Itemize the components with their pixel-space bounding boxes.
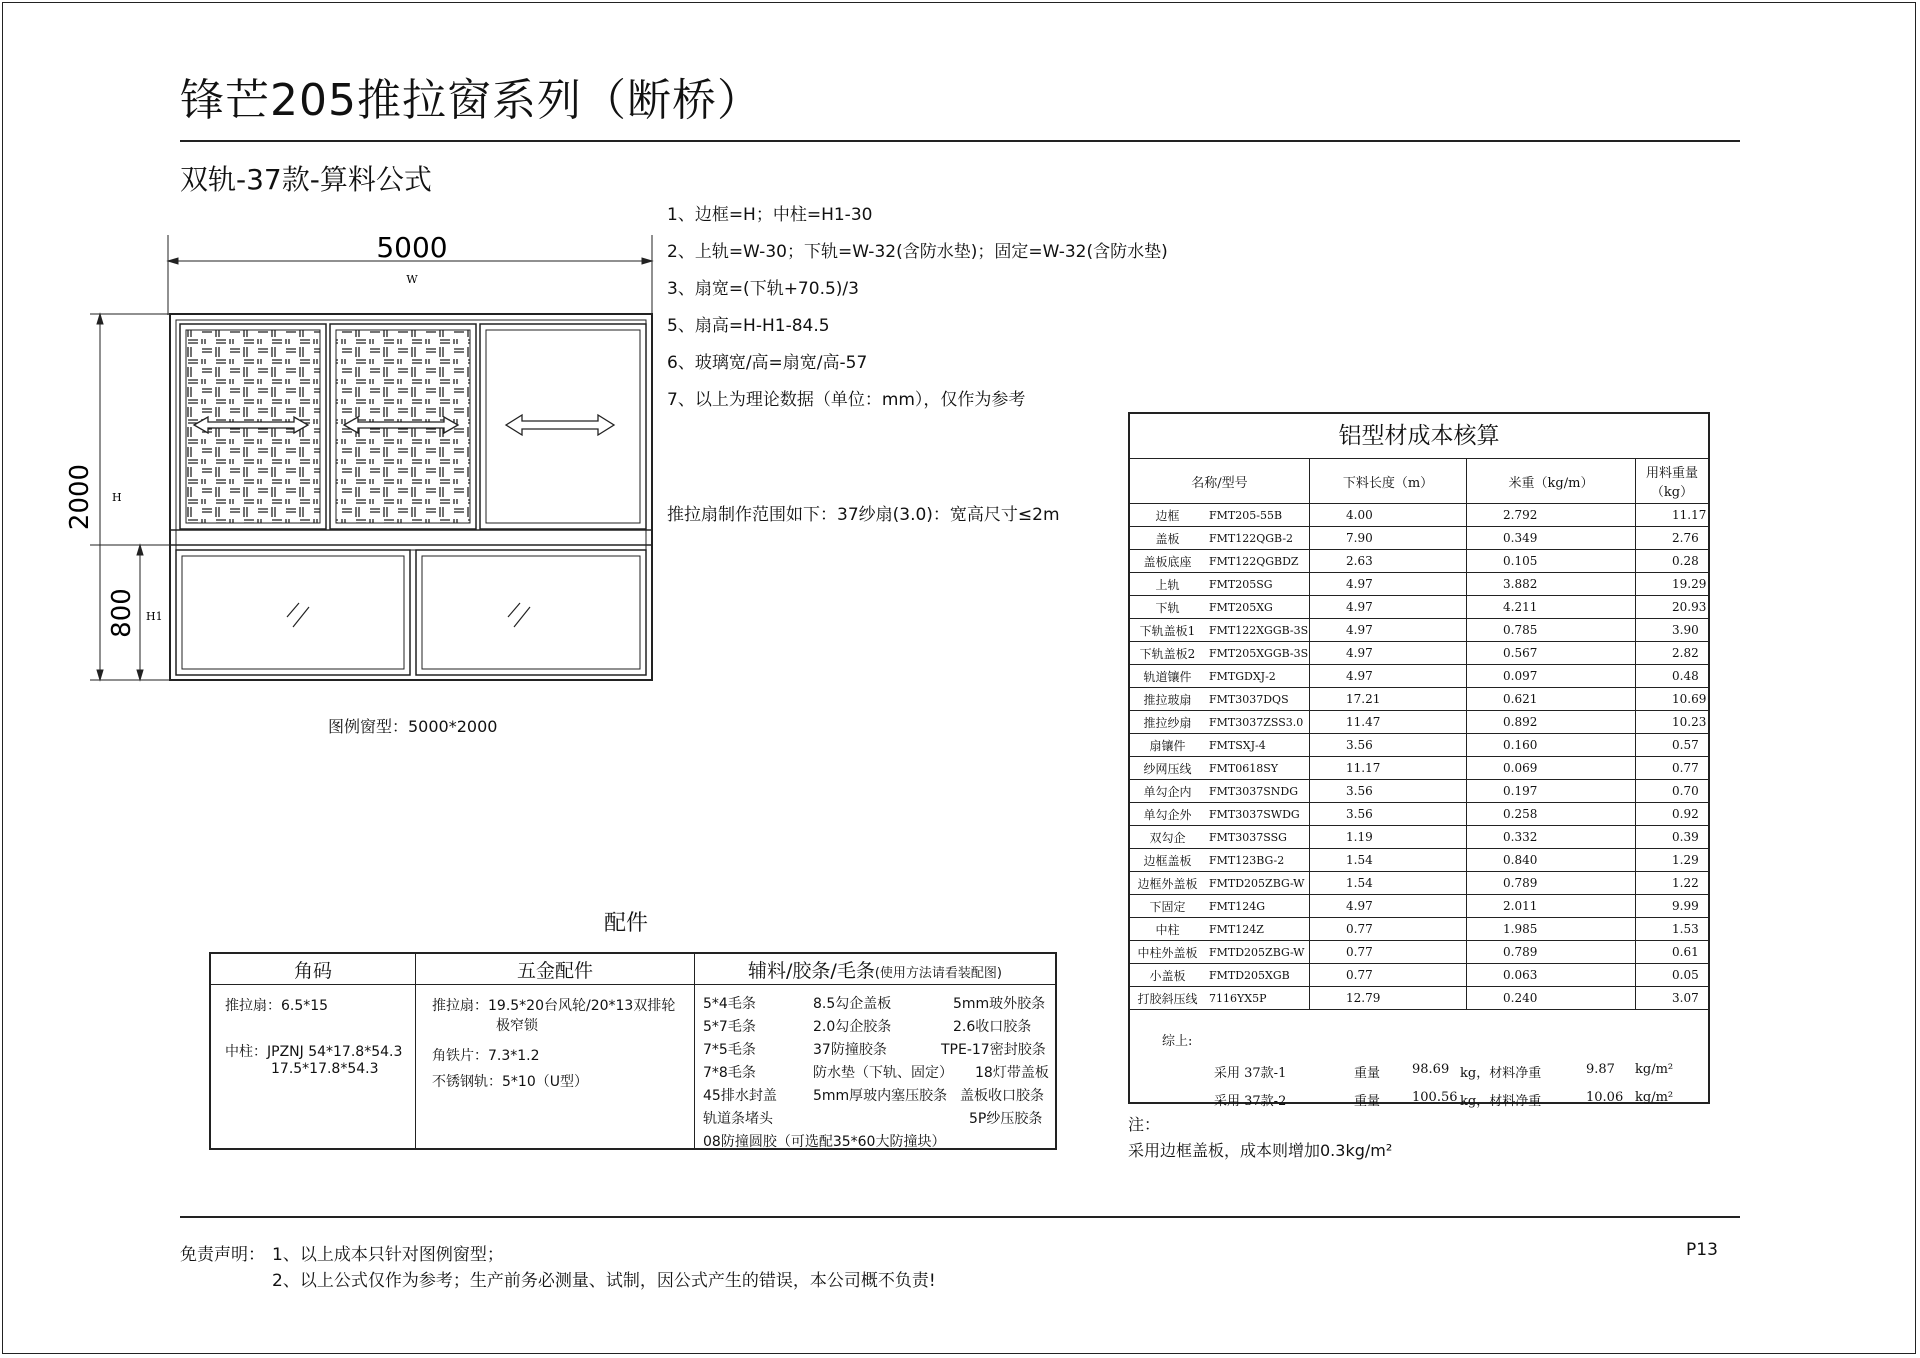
summary-unit: kg/m² [1635,1062,1674,1077]
cost-row [1130,849,1708,872]
corner-line-3: 17.5*17.8*54.3 [271,1061,379,1077]
cost-cell-name: 纱网压线 [1130,757,1205,780]
cost-cell-meter-weight: 0.892 [1467,711,1636,734]
cost-cell-meter-weight: 0.105 [1467,550,1636,573]
summary-mid: kg，材料净重 [1460,1066,1542,1081]
cost-cell-material-weight: 0.70 [1636,780,1709,803]
cost-cell-length: 0.77 [1310,964,1467,987]
parts-table [209,952,1057,1150]
note-text: 采用边框盖板，成本则增加0.3kg/m² [1128,1141,1393,1160]
page-title: 锋芒205推拉窗系列（断桥） [180,75,762,126]
title-rule [180,140,1740,142]
cost-cell-name: 下轨盖板2 [1130,642,1205,665]
page-subtitle: 双轨-37款-算料公式 [180,163,432,196]
cost-cell-length: 0.77 [1310,918,1467,941]
cost-cell-meter-weight: 0.240 [1467,987,1636,1010]
cost-cell-length: 3.56 [1310,780,1467,803]
cost-row [1130,642,1708,665]
cost-cell-length: 0.77 [1310,941,1467,964]
cost-cell-material-weight: 0.48 [1636,665,1709,688]
cost-cell-material-weight: 0.92 [1636,803,1709,826]
cost-cell-name: 单勾企外 [1130,803,1205,826]
cost-cell-material-weight: 19.29 [1636,573,1709,596]
cost-cell-model: FMT122QGB-2 [1205,527,1310,550]
cost-cell-model: FMT3037SSG [1205,826,1310,849]
cost-cell-material-weight: 11.17 [1636,504,1709,527]
cost-cell-meter-weight: 2.792 [1467,504,1636,527]
cost-cell-material-weight: 0.39 [1636,826,1709,849]
acc-c2: 2.6收口胶条 [953,1019,1032,1035]
cost-row [1130,803,1708,826]
corner-line-1: 推拉扇：6.5*15 [225,998,329,1014]
lower-value: 800 [107,588,137,638]
cost-cell-name: 盖板 [1130,527,1205,550]
cost-cell-material-weight: 0.05 [1636,964,1709,987]
acc-b5: 5mm厚玻内塞压胶条 [813,1088,948,1104]
cost-cell-material-weight: 0.57 [1636,734,1709,757]
cost-cell-length: 4.97 [1310,642,1467,665]
cost-row [1130,711,1708,734]
cost-cell-length: 2.63 [1310,550,1467,573]
summary-scheme: 采用 37款-1 [1214,1066,1287,1081]
page-number: P13 [1686,1240,1718,1260]
acc-a6: 轨道条堵头 [703,1111,773,1127]
acc-c6: 5P纱压胶条 [969,1111,1043,1127]
acc-c4: 18灯带盖板 [975,1065,1049,1081]
formula-3: 3、扇宽=(下轨+70.5)/3 [667,279,859,299]
cost-cell-model: FMT124Z [1205,918,1310,941]
cost-row [1130,527,1708,550]
drawing-caption: 图例窗型：5000*2000 [328,717,498,736]
cost-cell-material-weight: 9.99 [1636,895,1709,918]
cost-cell-model: FMT205XGGB-3S [1205,642,1310,665]
cost-cell-meter-weight: 4.211 [1467,596,1636,619]
cost-cell-model: FMT205XG [1205,596,1310,619]
cost-cell-meter-weight: 0.063 [1467,964,1636,987]
formula-5: 5、扇高=H-H1-84.5 [667,316,830,336]
summary-unit: kg/m² [1635,1090,1674,1105]
cost-cell-meter-weight: 0.349 [1467,527,1636,550]
cost-cell-meter-weight: 0.789 [1467,941,1636,964]
cost-cell-material-weight: 1.53 [1636,918,1709,941]
cost-cell-meter-weight: 0.097 [1467,665,1636,688]
summary-weight-label: 重量 [1354,1066,1381,1081]
acc-c3: TPE-17密封胶条 [941,1042,1046,1058]
cost-cell-length: 17.21 [1310,688,1467,711]
parts-title: 配件 [604,911,649,936]
cost-cell-material-weight: 2.76 [1636,527,1709,550]
acc-a3: 7*5毛条 [703,1042,756,1058]
summary-weight: 100.56 [1412,1090,1458,1105]
hardware-line-3: 角铁片：7.3*1.2 [432,1048,540,1064]
cost-cell-model: FMTD205XGB [1205,964,1310,987]
acc-a2: 5*7毛条 [703,1019,756,1035]
formula-1: 1、边框=H；中柱=H1-30 [667,205,873,225]
cost-cell-model: FMTGDXJ-2 [1205,665,1310,688]
acc-b4: 防水垫（下轨、固定） [813,1065,953,1081]
cost-cell-name: 边框 [1130,504,1205,527]
cost-cell-meter-weight: 3.882 [1467,573,1636,596]
cost-cell-length: 4.97 [1310,665,1467,688]
acc-a4: 7*8毛条 [703,1065,756,1081]
cost-cell-name: 下轨盖板1 [1130,619,1205,642]
cost-cell-meter-weight: 0.621 [1467,688,1636,711]
cost-cell-material-weight: 3.90 [1636,619,1709,642]
cost-row [1130,734,1708,757]
hardware-line-1: 推拉扇：19.5*20台风轮/20*13双排轮 [432,998,676,1014]
cost-cell-name: 边框盖板 [1130,849,1205,872]
cost-cell-material-weight: 0.77 [1636,757,1709,780]
cost-cell-name: 上轨 [1130,573,1205,596]
corner-line-2: 中柱：JPZNJ 54*17.8*54.3 [225,1044,403,1060]
parts-header-corner: 角码 [211,954,416,985]
cost-row [1130,895,1708,918]
cost-cell-model: FMT122QGBDZ [1205,550,1310,573]
parts-accessories-cell [695,985,1056,1149]
cost-cell-model: FMT205-55B [1205,504,1310,527]
cost-cell-name: 中柱外盖板 [1130,941,1205,964]
cost-cell-model: FMT3037SNDG [1205,780,1310,803]
cost-cell-model: FMTSXJ-4 [1205,734,1310,757]
header-cut-length: 下料长度（m） [1310,459,1467,504]
cost-cell-model: FMTD205ZBG-W [1205,941,1310,964]
parts-corner-cell [211,985,416,1149]
cost-cell-name: 中柱 [1130,918,1205,941]
cost-cell-model: FMT3037ZSS3.0 [1205,711,1310,734]
hardware-line-2: 极窄锁 [496,1018,538,1034]
cost-cell-material-weight: 2.82 [1636,642,1709,665]
cost-cell-length: 4.97 [1310,573,1467,596]
summary-net: 10.06 [1586,1090,1624,1105]
cost-cell-material-weight: 10.23 [1636,711,1709,734]
cost-cell-name: 下轨 [1130,596,1205,619]
header-material-weight: 用料重量（kg） [1636,459,1709,504]
cost-cell-model: FMT3037SWDG [1205,803,1310,826]
cost-row [1130,504,1708,527]
note-label: 注： [1128,1115,1161,1134]
acc-b1: 8.5勾企盖板 [813,996,892,1012]
cost-cell-length: 7.90 [1310,527,1467,550]
height-symbol: H [112,491,122,504]
cost-cell-name: 小盖板 [1130,964,1205,987]
cost-cell-meter-weight: 0.258 [1467,803,1636,826]
cost-cell-length: 4.97 [1310,596,1467,619]
cost-cell-model: FMT123BG-2 [1205,849,1310,872]
acc-c1: 5mm玻外胶条 [953,996,1046,1012]
cost-cell-meter-weight: 1.985 [1467,918,1636,941]
header-meter-weight: 米重（kg/m） [1467,459,1636,504]
cost-cell-length: 11.17 [1310,757,1467,780]
lower-symbol: H1 [146,610,163,623]
range-note: 推拉扇制作范围如下：37纱扇(3.0)：宽高尺寸≤2m [667,505,1060,525]
cost-cell-material-weight: 10.69 [1636,688,1709,711]
cost-cell-model: FMT124G [1205,895,1310,918]
cost-row [1130,964,1708,987]
cost-cell-length: 3.56 [1310,734,1467,757]
summary-weight-label: 重量 [1354,1094,1381,1109]
summary-scheme: 采用 37款-2 [1214,1094,1287,1109]
parts-hardware-cell [416,985,695,1149]
cost-cell-model: FMTD205ZBG-W [1205,872,1310,895]
cost-row [1130,665,1708,688]
cost-row [1130,619,1708,642]
cost-row [1130,941,1708,964]
cost-cell-meter-weight: 0.160 [1467,734,1636,757]
header-name-model: 名称/型号 [1130,459,1310,504]
cost-cell-model: FMT0618SY [1205,757,1310,780]
acc-a1: 5*4毛条 [703,996,756,1012]
formula-7: 7、以上为理论数据（单位：mm），仅作为参考 [667,390,1026,410]
cost-cell-meter-weight: 0.785 [1467,619,1636,642]
footer-rule [180,1216,1740,1218]
cost-cell-name: 单勾企内 [1130,780,1205,803]
parts-header-accessories: 辅料/胶条/毛条(使用方法请看装配图) [695,954,1056,985]
cost-cell-length: 4.00 [1310,504,1467,527]
cost-row [1130,918,1708,941]
disclaimer-label: 免责声明： [180,1245,265,1265]
window-drawing [60,225,680,705]
cost-table-grid [1130,459,1708,1010]
cost-cell-name: 打胶斜压线 [1130,987,1205,1010]
cost-cell-name: 盖板底座 [1130,550,1205,573]
cost-row [1130,987,1708,1010]
hardware-line-4: 不锈钢轨：5*10（U型） [432,1074,588,1090]
cost-cell-material-weight: 3.07 [1636,987,1709,1010]
cost-table-title: 铝型材成本核算 [1130,414,1708,459]
cost-cell-model: FMT122XGGB-3S [1205,619,1310,642]
cost-cell-meter-weight: 0.069 [1467,757,1636,780]
cost-cell-model: 7116YX5P [1205,987,1310,1010]
acc-a7: 08防撞圆胶（可选配35*60大防撞块） [703,1134,946,1150]
cost-cell-model: FMT3037DQS [1205,688,1310,711]
cost-cell-model: FMT205SG [1205,573,1310,596]
summary-net: 9.87 [1586,1062,1615,1077]
summary-label: 综上: [1162,1034,1193,1049]
cost-cell-length: 11.47 [1310,711,1467,734]
cost-cell-meter-weight: 0.197 [1467,780,1636,803]
cost-cell-material-weight: 1.29 [1636,849,1709,872]
formula-2: 2、上轨=W-30；下轨=W-32(含防水垫)；固定=W-32(含防水垫) [667,242,1168,262]
cost-row [1130,688,1708,711]
formula-6: 6、玻璃宽/高=扇宽/高-57 [667,353,868,373]
cost-cell-material-weight: 0.61 [1636,941,1709,964]
cost-cell-meter-weight: 0.332 [1467,826,1636,849]
acc-b3: 37防撞胶条 [813,1042,887,1058]
height-value: 2000 [65,463,95,531]
disclaimer-line-2: 2、以上公式仅作为参考；生产前务必测量、试制，因公式产生的错误，本公司概不负责! [272,1271,936,1291]
cost-cell-length: 3.56 [1310,803,1467,826]
cost-row [1130,573,1708,596]
cost-cell-material-weight: 20.93 [1636,596,1709,619]
acc-b2: 2.0勾企胶条 [813,1019,892,1035]
cost-cell-name: 双勾企 [1130,826,1205,849]
cost-cell-material-weight: 0.28 [1636,550,1709,573]
cost-row [1130,757,1708,780]
cost-cell-meter-weight: 0.789 [1467,872,1636,895]
parts-header-hardware: 五金配件 [416,954,695,985]
cost-row [1130,550,1708,573]
cost-cell-length: 1.54 [1310,872,1467,895]
acc-c5: 盖板收口胶条 [960,1088,1044,1104]
summary-mid: kg，材料净重 [1460,1094,1542,1109]
cost-cell-meter-weight: 0.840 [1467,849,1636,872]
cost-cell-length: 4.97 [1310,895,1467,918]
cost-cell-meter-weight: 0.567 [1467,642,1636,665]
cost-cell-name: 边框外盖板 [1130,872,1205,895]
width-symbol: W [406,273,418,286]
cost-cell-material-weight: 1.22 [1636,872,1709,895]
cost-cell-name: 推拉玻扇 [1130,688,1205,711]
cost-row [1130,826,1708,849]
cost-cell-length: 1.54 [1310,849,1467,872]
summary-weight: 98.69 [1412,1062,1450,1077]
cost-cell-name: 扇镶件 [1130,734,1205,757]
window-frame [170,314,652,680]
cost-cell-meter-weight: 2.011 [1467,895,1636,918]
cost-cell-name: 下固定 [1130,895,1205,918]
cost-row [1130,872,1708,895]
cost-cell-name: 轨道镶件 [1130,665,1205,688]
cost-table [1128,412,1710,1109]
disclaimer-line-1: 1、以上成本只针对图例窗型； [272,1245,504,1265]
cost-cell-length: 1.19 [1310,826,1467,849]
width-value: 5000 [376,231,448,264]
acc-a5: 45排水封盖 [703,1088,777,1104]
cost-cell-name: 推拉纱扇 [1130,711,1205,734]
cost-cell-length: 4.97 [1310,619,1467,642]
cost-cell-length: 12.79 [1310,987,1467,1010]
cost-row [1130,596,1708,619]
cost-row [1130,780,1708,803]
